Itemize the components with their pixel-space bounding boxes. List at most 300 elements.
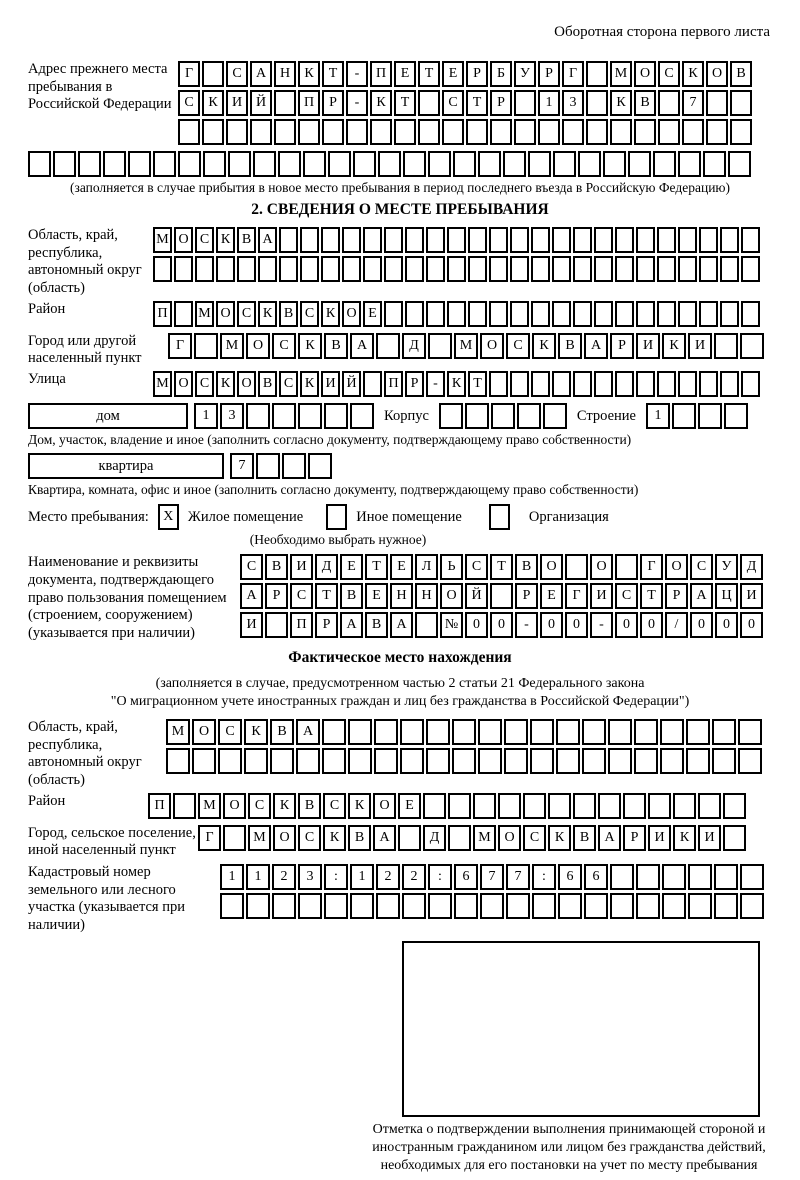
char-cell[interactable]	[594, 371, 613, 397]
char-cell[interactable]: И	[226, 90, 248, 116]
char-cell[interactable]	[490, 583, 513, 609]
char-cell[interactable]: К	[298, 333, 322, 359]
char-cell[interactable]	[265, 612, 288, 638]
char-cell[interactable]	[543, 403, 567, 429]
char-cell[interactable]	[308, 453, 332, 479]
char-cell[interactable]: Р	[538, 61, 560, 87]
char-cell[interactable]	[473, 793, 496, 819]
char-cell[interactable]	[699, 371, 718, 397]
char-cell[interactable]: К	[216, 227, 235, 253]
char-cell[interactable]: О	[540, 554, 563, 580]
char-cell[interactable]	[452, 748, 476, 774]
char-cell[interactable]	[363, 371, 382, 397]
char-cell[interactable]	[405, 256, 424, 282]
char-cell[interactable]	[426, 301, 445, 327]
char-cell[interactable]: К	[273, 793, 296, 819]
char-cell[interactable]: Е	[390, 554, 413, 580]
char-cell[interactable]: С	[272, 333, 296, 359]
char-cell[interactable]: М	[166, 719, 190, 745]
char-cell[interactable]	[678, 301, 697, 327]
char-cell[interactable]: Й	[465, 583, 488, 609]
char-cell[interactable]	[258, 256, 277, 282]
char-cell[interactable]: Т	[640, 583, 663, 609]
char-cell[interactable]	[478, 719, 502, 745]
char-cell[interactable]: Е	[442, 61, 464, 87]
char-cell[interactable]: 3	[298, 864, 322, 890]
char-cell[interactable]: С	[658, 61, 680, 87]
char-cell[interactable]: О	[223, 793, 246, 819]
char-cell[interactable]: Т	[468, 371, 487, 397]
char-cell[interactable]	[720, 227, 739, 253]
char-cell[interactable]: 0	[715, 612, 738, 638]
char-cell[interactable]: Р	[322, 90, 344, 116]
char-cell[interactable]: 1	[246, 864, 270, 890]
char-cell[interactable]	[321, 227, 340, 253]
char-cell[interactable]: С	[615, 583, 638, 609]
char-cell[interactable]	[353, 151, 376, 177]
char-cell[interactable]: С	[300, 301, 319, 327]
char-cell[interactable]	[376, 893, 400, 919]
char-cell[interactable]	[728, 151, 751, 177]
char-cell[interactable]: П	[384, 371, 403, 397]
char-cell[interactable]: В	[279, 301, 298, 327]
char-cell[interactable]: О	[373, 793, 396, 819]
char-cell[interactable]: Е	[363, 301, 382, 327]
char-cell[interactable]	[582, 748, 606, 774]
char-cell[interactable]	[636, 256, 655, 282]
char-cell[interactable]: О	[216, 301, 235, 327]
char-cell[interactable]: О	[246, 333, 270, 359]
char-cell[interactable]	[506, 893, 530, 919]
char-cell[interactable]: А	[373, 825, 396, 851]
char-cell[interactable]	[586, 61, 608, 87]
char-cell[interactable]	[428, 333, 452, 359]
char-cell[interactable]	[468, 227, 487, 253]
char-cell[interactable]: Т	[322, 61, 344, 87]
char-cell[interactable]	[573, 793, 596, 819]
char-cell[interactable]	[610, 864, 634, 890]
char-cell[interactable]	[468, 301, 487, 327]
char-cell[interactable]	[28, 151, 51, 177]
char-cell[interactable]	[439, 403, 463, 429]
char-cell[interactable]	[514, 119, 536, 145]
char-cell[interactable]	[615, 301, 634, 327]
char-cell[interactable]	[556, 748, 580, 774]
char-cell[interactable]: Д	[740, 554, 763, 580]
char-cell[interactable]: К	[447, 371, 466, 397]
char-cell[interactable]: К	[244, 719, 268, 745]
char-cell[interactable]	[686, 719, 710, 745]
char-cell[interactable]	[636, 371, 655, 397]
char-cell[interactable]	[657, 371, 676, 397]
char-cell[interactable]: 0	[540, 612, 563, 638]
char-cell[interactable]	[202, 119, 224, 145]
char-cell[interactable]	[636, 301, 655, 327]
char-cell[interactable]: Г	[562, 61, 584, 87]
char-cell[interactable]	[594, 301, 613, 327]
char-cell[interactable]	[363, 227, 382, 253]
char-cell[interactable]	[489, 371, 508, 397]
char-cell[interactable]	[504, 748, 528, 774]
char-cell[interactable]: Л	[415, 554, 438, 580]
char-cell[interactable]: 0	[490, 612, 513, 638]
char-cell[interactable]	[218, 748, 242, 774]
char-cell[interactable]	[648, 793, 671, 819]
char-cell[interactable]	[720, 371, 739, 397]
char-cell[interactable]	[698, 403, 722, 429]
char-cell[interactable]	[573, 301, 592, 327]
char-cell[interactable]	[272, 403, 296, 429]
char-cell[interactable]: В	[348, 825, 371, 851]
char-cell[interactable]	[78, 151, 101, 177]
char-cell[interactable]	[634, 119, 656, 145]
char-cell[interactable]	[278, 151, 301, 177]
char-cell[interactable]: С	[506, 333, 530, 359]
char-cell[interactable]	[699, 301, 718, 327]
char-cell[interactable]	[328, 151, 351, 177]
char-cell[interactable]	[246, 403, 270, 429]
char-cell[interactable]: Р	[466, 61, 488, 87]
char-cell[interactable]	[405, 227, 424, 253]
char-cell[interactable]	[405, 301, 424, 327]
char-cell[interactable]	[738, 748, 762, 774]
char-cell[interactable]: У	[715, 554, 738, 580]
char-cell[interactable]: 1	[220, 864, 244, 890]
char-cell[interactable]	[423, 793, 446, 819]
char-cell[interactable]: С	[523, 825, 546, 851]
char-cell[interactable]	[723, 825, 746, 851]
char-cell[interactable]: А	[250, 61, 272, 87]
char-cell[interactable]	[244, 748, 268, 774]
char-cell[interactable]	[565, 554, 588, 580]
char-cell[interactable]: Т	[418, 61, 440, 87]
char-cell[interactable]: Р	[515, 583, 538, 609]
char-cell[interactable]	[384, 301, 403, 327]
char-cell[interactable]	[428, 893, 452, 919]
char-cell[interactable]: 6	[454, 864, 478, 890]
char-cell[interactable]	[662, 893, 686, 919]
char-cell[interactable]	[714, 893, 738, 919]
char-cell[interactable]: С	[195, 227, 214, 253]
char-cell[interactable]: М	[198, 793, 221, 819]
char-cell[interactable]: О	[706, 61, 728, 87]
char-cell[interactable]	[531, 301, 550, 327]
char-cell[interactable]: И	[740, 583, 763, 609]
char-cell[interactable]	[223, 825, 246, 851]
char-cell[interactable]: -	[590, 612, 613, 638]
char-cell[interactable]	[594, 256, 613, 282]
char-cell[interactable]: №	[440, 612, 463, 638]
char-cell[interactable]	[740, 864, 764, 890]
char-cell[interactable]: :	[324, 864, 348, 890]
char-cell[interactable]	[678, 151, 701, 177]
char-cell[interactable]: К	[348, 793, 371, 819]
char-cell[interactable]	[489, 256, 508, 282]
char-cell[interactable]	[699, 227, 718, 253]
char-cell[interactable]	[517, 403, 541, 429]
char-cell[interactable]: И	[688, 333, 712, 359]
char-cell[interactable]: Й	[250, 90, 272, 116]
char-cell[interactable]	[447, 301, 466, 327]
char-cell[interactable]	[510, 301, 529, 327]
char-cell[interactable]: В	[265, 554, 288, 580]
char-cell[interactable]: С	[178, 90, 200, 116]
char-cell[interactable]	[442, 119, 464, 145]
char-cell[interactable]	[552, 301, 571, 327]
char-cell[interactable]	[598, 793, 621, 819]
char-cell[interactable]: Е	[340, 554, 363, 580]
char-cell[interactable]: М	[610, 61, 632, 87]
char-cell[interactable]: С	[279, 371, 298, 397]
char-cell[interactable]: Д	[402, 333, 426, 359]
char-cell[interactable]	[350, 893, 374, 919]
char-cell[interactable]	[498, 793, 521, 819]
char-cell[interactable]	[321, 256, 340, 282]
char-cell[interactable]: В	[573, 825, 596, 851]
char-cell[interactable]: Т	[315, 583, 338, 609]
char-cell[interactable]: В	[298, 793, 321, 819]
char-cell[interactable]	[298, 403, 322, 429]
char-cell[interactable]: О	[634, 61, 656, 87]
char-cell[interactable]: Г	[640, 554, 663, 580]
char-cell[interactable]: А	[340, 612, 363, 638]
char-cell[interactable]	[653, 151, 676, 177]
char-cell[interactable]	[394, 119, 416, 145]
char-cell[interactable]	[228, 151, 251, 177]
char-cell[interactable]	[720, 301, 739, 327]
char-cell[interactable]	[714, 333, 738, 359]
char-cell[interactable]: 0	[640, 612, 663, 638]
char-cell[interactable]	[672, 403, 696, 429]
char-cell[interactable]: А	[258, 227, 277, 253]
char-cell[interactable]	[194, 333, 218, 359]
char-cell[interactable]	[342, 256, 361, 282]
char-cell[interactable]: -	[426, 371, 445, 397]
char-cell[interactable]	[480, 893, 504, 919]
char-cell[interactable]	[282, 453, 306, 479]
char-cell[interactable]: Н	[274, 61, 296, 87]
char-cell[interactable]: К	[216, 371, 235, 397]
char-cell[interactable]	[678, 371, 697, 397]
char-cell[interactable]	[153, 151, 176, 177]
char-cell[interactable]	[426, 227, 445, 253]
char-cell[interactable]	[724, 403, 748, 429]
char-cell[interactable]	[562, 119, 584, 145]
char-cell[interactable]: Р	[265, 583, 288, 609]
char-cell[interactable]: 3	[562, 90, 584, 116]
char-cell[interactable]	[615, 256, 634, 282]
char-cell[interactable]	[510, 256, 529, 282]
char-cell[interactable]	[363, 256, 382, 282]
char-cell[interactable]	[657, 301, 676, 327]
char-cell[interactable]	[741, 371, 760, 397]
char-cell[interactable]	[634, 748, 658, 774]
char-cell[interactable]: Н	[415, 583, 438, 609]
char-cell[interactable]: К	[258, 301, 277, 327]
char-cell[interactable]	[610, 119, 632, 145]
char-cell[interactable]	[723, 793, 746, 819]
char-cell[interactable]: С	[465, 554, 488, 580]
char-cell[interactable]	[712, 719, 736, 745]
char-cell[interactable]	[615, 227, 634, 253]
char-cell[interactable]: 0	[615, 612, 638, 638]
char-cell[interactable]	[712, 748, 736, 774]
char-cell[interactable]	[272, 893, 296, 919]
char-cell[interactable]	[514, 90, 536, 116]
char-cell[interactable]	[584, 893, 608, 919]
char-cell[interactable]	[324, 893, 348, 919]
char-cell[interactable]	[468, 256, 487, 282]
char-cell[interactable]	[465, 403, 489, 429]
char-cell[interactable]: С	[240, 554, 263, 580]
char-cell[interactable]: А	[584, 333, 608, 359]
char-cell[interactable]	[615, 371, 634, 397]
char-cell[interactable]	[418, 90, 440, 116]
char-cell[interactable]: С	[323, 793, 346, 819]
char-cell[interactable]	[378, 151, 401, 177]
char-cell[interactable]	[448, 825, 471, 851]
char-cell[interactable]: П	[290, 612, 313, 638]
char-cell[interactable]	[531, 256, 550, 282]
char-cell[interactable]: О	[480, 333, 504, 359]
char-cell[interactable]	[279, 227, 298, 253]
char-cell[interactable]	[192, 748, 216, 774]
char-cell[interactable]	[298, 893, 322, 919]
char-cell[interactable]: К	[682, 61, 704, 87]
char-cell[interactable]: С	[237, 301, 256, 327]
char-cell[interactable]	[195, 256, 214, 282]
char-cell[interactable]	[237, 256, 256, 282]
char-cell[interactable]: Е	[540, 583, 563, 609]
char-cell[interactable]	[374, 719, 398, 745]
char-cell[interactable]: С	[442, 90, 464, 116]
char-cell[interactable]: О	[174, 371, 193, 397]
char-cell[interactable]: Б	[490, 61, 512, 87]
char-cell[interactable]: Е	[398, 793, 421, 819]
char-cell[interactable]	[573, 227, 592, 253]
char-cell[interactable]: И	[648, 825, 671, 851]
char-cell[interactable]	[370, 119, 392, 145]
char-cell[interactable]: О	[590, 554, 613, 580]
char-cell[interactable]	[714, 864, 738, 890]
char-cell[interactable]	[688, 893, 712, 919]
char-cell[interactable]: В	[237, 227, 256, 253]
char-cell[interactable]: :	[428, 864, 452, 890]
inoe-checkbox[interactable]	[326, 504, 347, 530]
char-cell[interactable]	[253, 151, 276, 177]
char-cell[interactable]	[478, 748, 502, 774]
char-cell[interactable]: 0	[565, 612, 588, 638]
char-cell[interactable]	[552, 256, 571, 282]
char-cell[interactable]	[523, 793, 546, 819]
char-cell[interactable]: К	[610, 90, 632, 116]
char-cell[interactable]: Р	[405, 371, 424, 397]
char-cell[interactable]: Т	[394, 90, 416, 116]
char-cell[interactable]	[322, 119, 344, 145]
char-cell[interactable]: В	[365, 612, 388, 638]
char-cell[interactable]	[348, 719, 372, 745]
char-cell[interactable]	[296, 748, 320, 774]
char-cell[interactable]	[706, 119, 728, 145]
char-cell[interactable]: О	[174, 227, 193, 253]
char-cell[interactable]: Д	[315, 554, 338, 580]
char-cell[interactable]	[400, 719, 424, 745]
char-cell[interactable]: И	[290, 554, 313, 580]
char-cell[interactable]: В	[270, 719, 294, 745]
char-cell[interactable]	[256, 453, 280, 479]
char-cell[interactable]: К	[323, 825, 346, 851]
char-cell[interactable]	[503, 151, 526, 177]
char-cell[interactable]: 7	[230, 453, 254, 479]
char-cell[interactable]	[466, 119, 488, 145]
char-cell[interactable]	[740, 893, 764, 919]
char-cell[interactable]: К	[370, 90, 392, 116]
char-cell[interactable]: О	[237, 371, 256, 397]
char-cell[interactable]	[610, 893, 634, 919]
char-cell[interactable]: Д	[423, 825, 446, 851]
char-cell[interactable]: 2	[272, 864, 296, 890]
char-cell[interactable]: П	[370, 61, 392, 87]
char-cell[interactable]	[274, 119, 296, 145]
char-cell[interactable]	[452, 719, 476, 745]
char-cell[interactable]: 0	[740, 612, 763, 638]
char-cell[interactable]	[730, 119, 752, 145]
char-cell[interactable]	[660, 748, 684, 774]
char-cell[interactable]: О	[440, 583, 463, 609]
char-cell[interactable]	[274, 90, 296, 116]
char-cell[interactable]	[698, 793, 721, 819]
char-cell[interactable]: С	[690, 554, 713, 580]
char-cell[interactable]	[348, 748, 372, 774]
char-cell[interactable]	[103, 151, 126, 177]
char-cell[interactable]: 0	[465, 612, 488, 638]
char-cell[interactable]	[346, 119, 368, 145]
char-cell[interactable]: 1	[350, 864, 374, 890]
char-cell[interactable]: Т	[365, 554, 388, 580]
char-cell[interactable]: М	[153, 371, 172, 397]
char-cell[interactable]	[636, 227, 655, 253]
char-cell[interactable]: А	[598, 825, 621, 851]
char-cell[interactable]	[531, 371, 550, 397]
char-cell[interactable]	[538, 119, 560, 145]
char-cell[interactable]	[402, 893, 426, 919]
char-cell[interactable]	[636, 864, 660, 890]
char-cell[interactable]: К	[202, 90, 224, 116]
char-cell[interactable]	[426, 256, 445, 282]
char-cell[interactable]: М	[248, 825, 271, 851]
char-cell[interactable]: И	[240, 612, 263, 638]
char-cell[interactable]: Р	[623, 825, 646, 851]
char-cell[interactable]: П	[153, 301, 172, 327]
char-cell[interactable]	[178, 151, 201, 177]
char-cell[interactable]	[682, 119, 704, 145]
char-cell[interactable]	[688, 864, 712, 890]
char-cell[interactable]: С	[248, 793, 271, 819]
char-cell[interactable]	[350, 403, 374, 429]
char-cell[interactable]	[608, 748, 632, 774]
char-cell[interactable]	[173, 793, 196, 819]
char-cell[interactable]	[603, 151, 626, 177]
char-cell[interactable]	[510, 227, 529, 253]
char-cell[interactable]: А	[296, 719, 320, 745]
char-cell[interactable]	[741, 227, 760, 253]
char-cell[interactable]	[738, 719, 762, 745]
char-cell[interactable]	[531, 227, 550, 253]
char-cell[interactable]	[558, 893, 582, 919]
char-cell[interactable]	[270, 748, 294, 774]
char-cell[interactable]: 2	[402, 864, 426, 890]
char-cell[interactable]	[634, 719, 658, 745]
